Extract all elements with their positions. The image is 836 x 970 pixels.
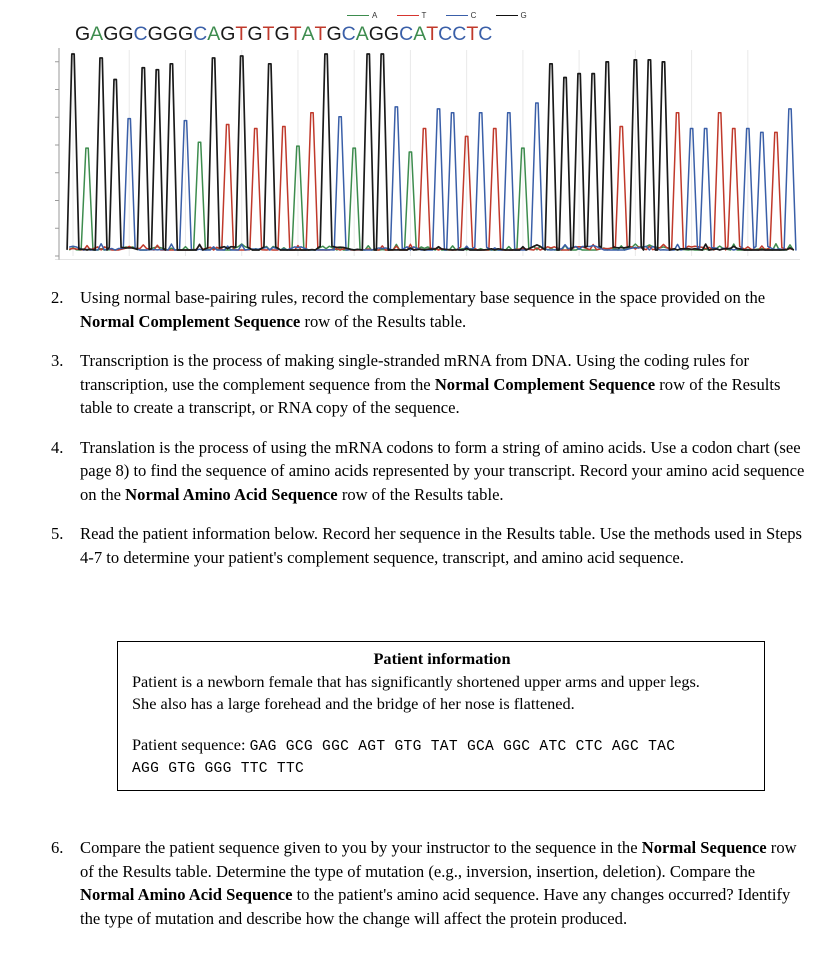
body-text: row of the Results table.	[300, 311, 467, 331]
step-text	[80, 351, 780, 417]
trace-plot	[55, 48, 800, 260]
legend-swatch-c-icon	[446, 15, 468, 16]
legend-entry-t	[397, 11, 427, 20]
base-call-29: C	[478, 23, 493, 46]
chromatogram-legend	[347, 7, 527, 23]
base-call-28: T	[466, 23, 479, 46]
base-call-5: G	[147, 23, 163, 46]
instruction-step-5	[0, 522, 836, 569]
legend-entry-c	[446, 11, 477, 20]
body-text: to the patient's amino acid sequence. Have any changes occurred? Identify the type of mutation and describe how the change will affect the protein produced.	[80, 885, 791, 928]
base-call-3: G	[118, 23, 134, 46]
sequencing-chromatogram	[55, 2, 800, 260]
base-call-24: A	[413, 23, 427, 46]
body-text: Transcription is the process of making single-stranded mRNA from DNA. Using the coding rules for transcription, use the complement sequence from the	[80, 351, 750, 394]
instruction-list	[0, 286, 836, 585]
step-text	[80, 838, 797, 928]
step-number: 2.	[51, 288, 64, 307]
step-text	[80, 524, 802, 567]
step-number: 3.	[51, 351, 64, 370]
step-number: 4.	[51, 437, 64, 457]
base-call-2: G	[103, 23, 119, 46]
base-call-18: G	[326, 23, 342, 46]
base-call-0: G	[75, 23, 91, 46]
legend-entry-g	[496, 11, 527, 20]
emphasis-text: Normal Sequence	[641, 838, 767, 857]
body-text: row of the Results table. Determine the type of mutation (e.g., inversion, insertion, deletion). Compare the	[80, 838, 797, 881]
base-call-27: C	[452, 23, 467, 46]
chromatogram-trace-area	[55, 48, 800, 260]
patient-sequence-block	[132, 734, 752, 780]
patient-information-box	[117, 641, 765, 791]
step-six-container	[0, 836, 836, 946]
body-text: Compare the patient sequence given to you by your instructor to the sequence in the	[80, 838, 642, 857]
patient-sequence-codons-line-1: GAG GCG GGC AGT GTG TAT GCA GGC ATC CTC AGC TAC	[249, 739, 676, 755]
base-call-16: A	[301, 23, 315, 46]
emphasis-text: Normal Complement Sequence	[434, 374, 656, 394]
base-call-17: T	[314, 23, 327, 46]
base-call-10: G	[220, 23, 236, 46]
base-call-22: G	[383, 23, 400, 46]
base-call-sequence	[75, 22, 492, 48]
instruction-step-2	[0, 286, 836, 333]
base-call-26: C	[438, 23, 453, 46]
patient-sequence-label: Patient sequence:	[132, 735, 246, 754]
base-call-9: A	[207, 23, 221, 46]
base-call-11: T	[235, 23, 248, 46]
trace-channel-a	[70, 142, 794, 250]
legend-label-a: A	[372, 10, 378, 20]
base-call-1: A	[90, 23, 104, 46]
base-call-13: T	[262, 23, 275, 46]
patient-description-line-2: She also has a large forehead and the bridge of her nose is flattened.	[132, 694, 575, 713]
legend-swatch-g-icon	[496, 15, 518, 16]
base-call-6: G	[162, 23, 178, 46]
base-call-23: C	[399, 23, 414, 46]
trace-channel-c	[70, 103, 796, 250]
patient-sequence-codons-line-2: AGG GTG GGG TTC TTC	[132, 761, 305, 777]
step-number: 6.	[51, 838, 64, 857]
body-text: Read the patient information below. Record her sequence in the Results table. Use the methods used in Steps 4-7 to determine your patient's complement sequence, transcript, and amino acid sequence.	[80, 524, 802, 567]
base-call-20: A	[355, 23, 369, 46]
instruction-step-3	[0, 349, 836, 420]
base-call-25: T	[426, 23, 439, 46]
legend-label-g: G	[520, 10, 527, 20]
base-call-21: G	[368, 23, 384, 46]
patient-box-title: Patient information	[373, 649, 511, 668]
trace-channel-g	[67, 54, 793, 250]
base-call-15: T	[289, 23, 302, 46]
trace-channel-t	[70, 113, 794, 250]
emphasis-text: Normal Amino Acid Sequence	[125, 484, 338, 504]
body-text: Using normal base-pairing rules, record the complementary base sequence in the space provided on the	[80, 288, 766, 307]
patient-description-line-1: Patient is a newborn female that has significantly shortened upper arms and upper legs.	[132, 672, 700, 691]
legend-label-c: C	[470, 10, 477, 20]
body-text: row of the Results table to create a transcript, or RNA copy of the sequence.	[80, 374, 781, 417]
emphasis-text: Normal Amino Acid Sequence	[80, 885, 293, 904]
step-number: 5.	[51, 524, 64, 543]
step-text	[80, 438, 804, 504]
base-call-19: C	[341, 23, 356, 46]
base-call-12: G	[247, 23, 263, 46]
base-call-4: C	[133, 23, 148, 46]
legend-label-t: T	[421, 10, 427, 20]
body-text: Translation is the process of using the mRNA codons to form a string of amino acids. Use a codon chart (see page 8) to find the sequence of amino acids represented by your transcript. Record your amino acid sequence on the	[80, 437, 805, 504]
instruction-step-4	[0, 436, 836, 507]
body-text: row of the Results table.	[337, 484, 504, 504]
emphasis-text: Normal Complement Sequence	[80, 311, 301, 331]
base-call-7: G	[177, 23, 194, 46]
instruction-step-6	[0, 836, 836, 930]
legend-swatch-t-icon	[397, 15, 419, 16]
base-call-14: G	[274, 23, 290, 46]
legend-swatch-a-icon	[347, 15, 369, 16]
legend-entry-a	[347, 11, 378, 20]
step-text	[80, 288, 765, 331]
base-call-8: C	[193, 23, 208, 46]
